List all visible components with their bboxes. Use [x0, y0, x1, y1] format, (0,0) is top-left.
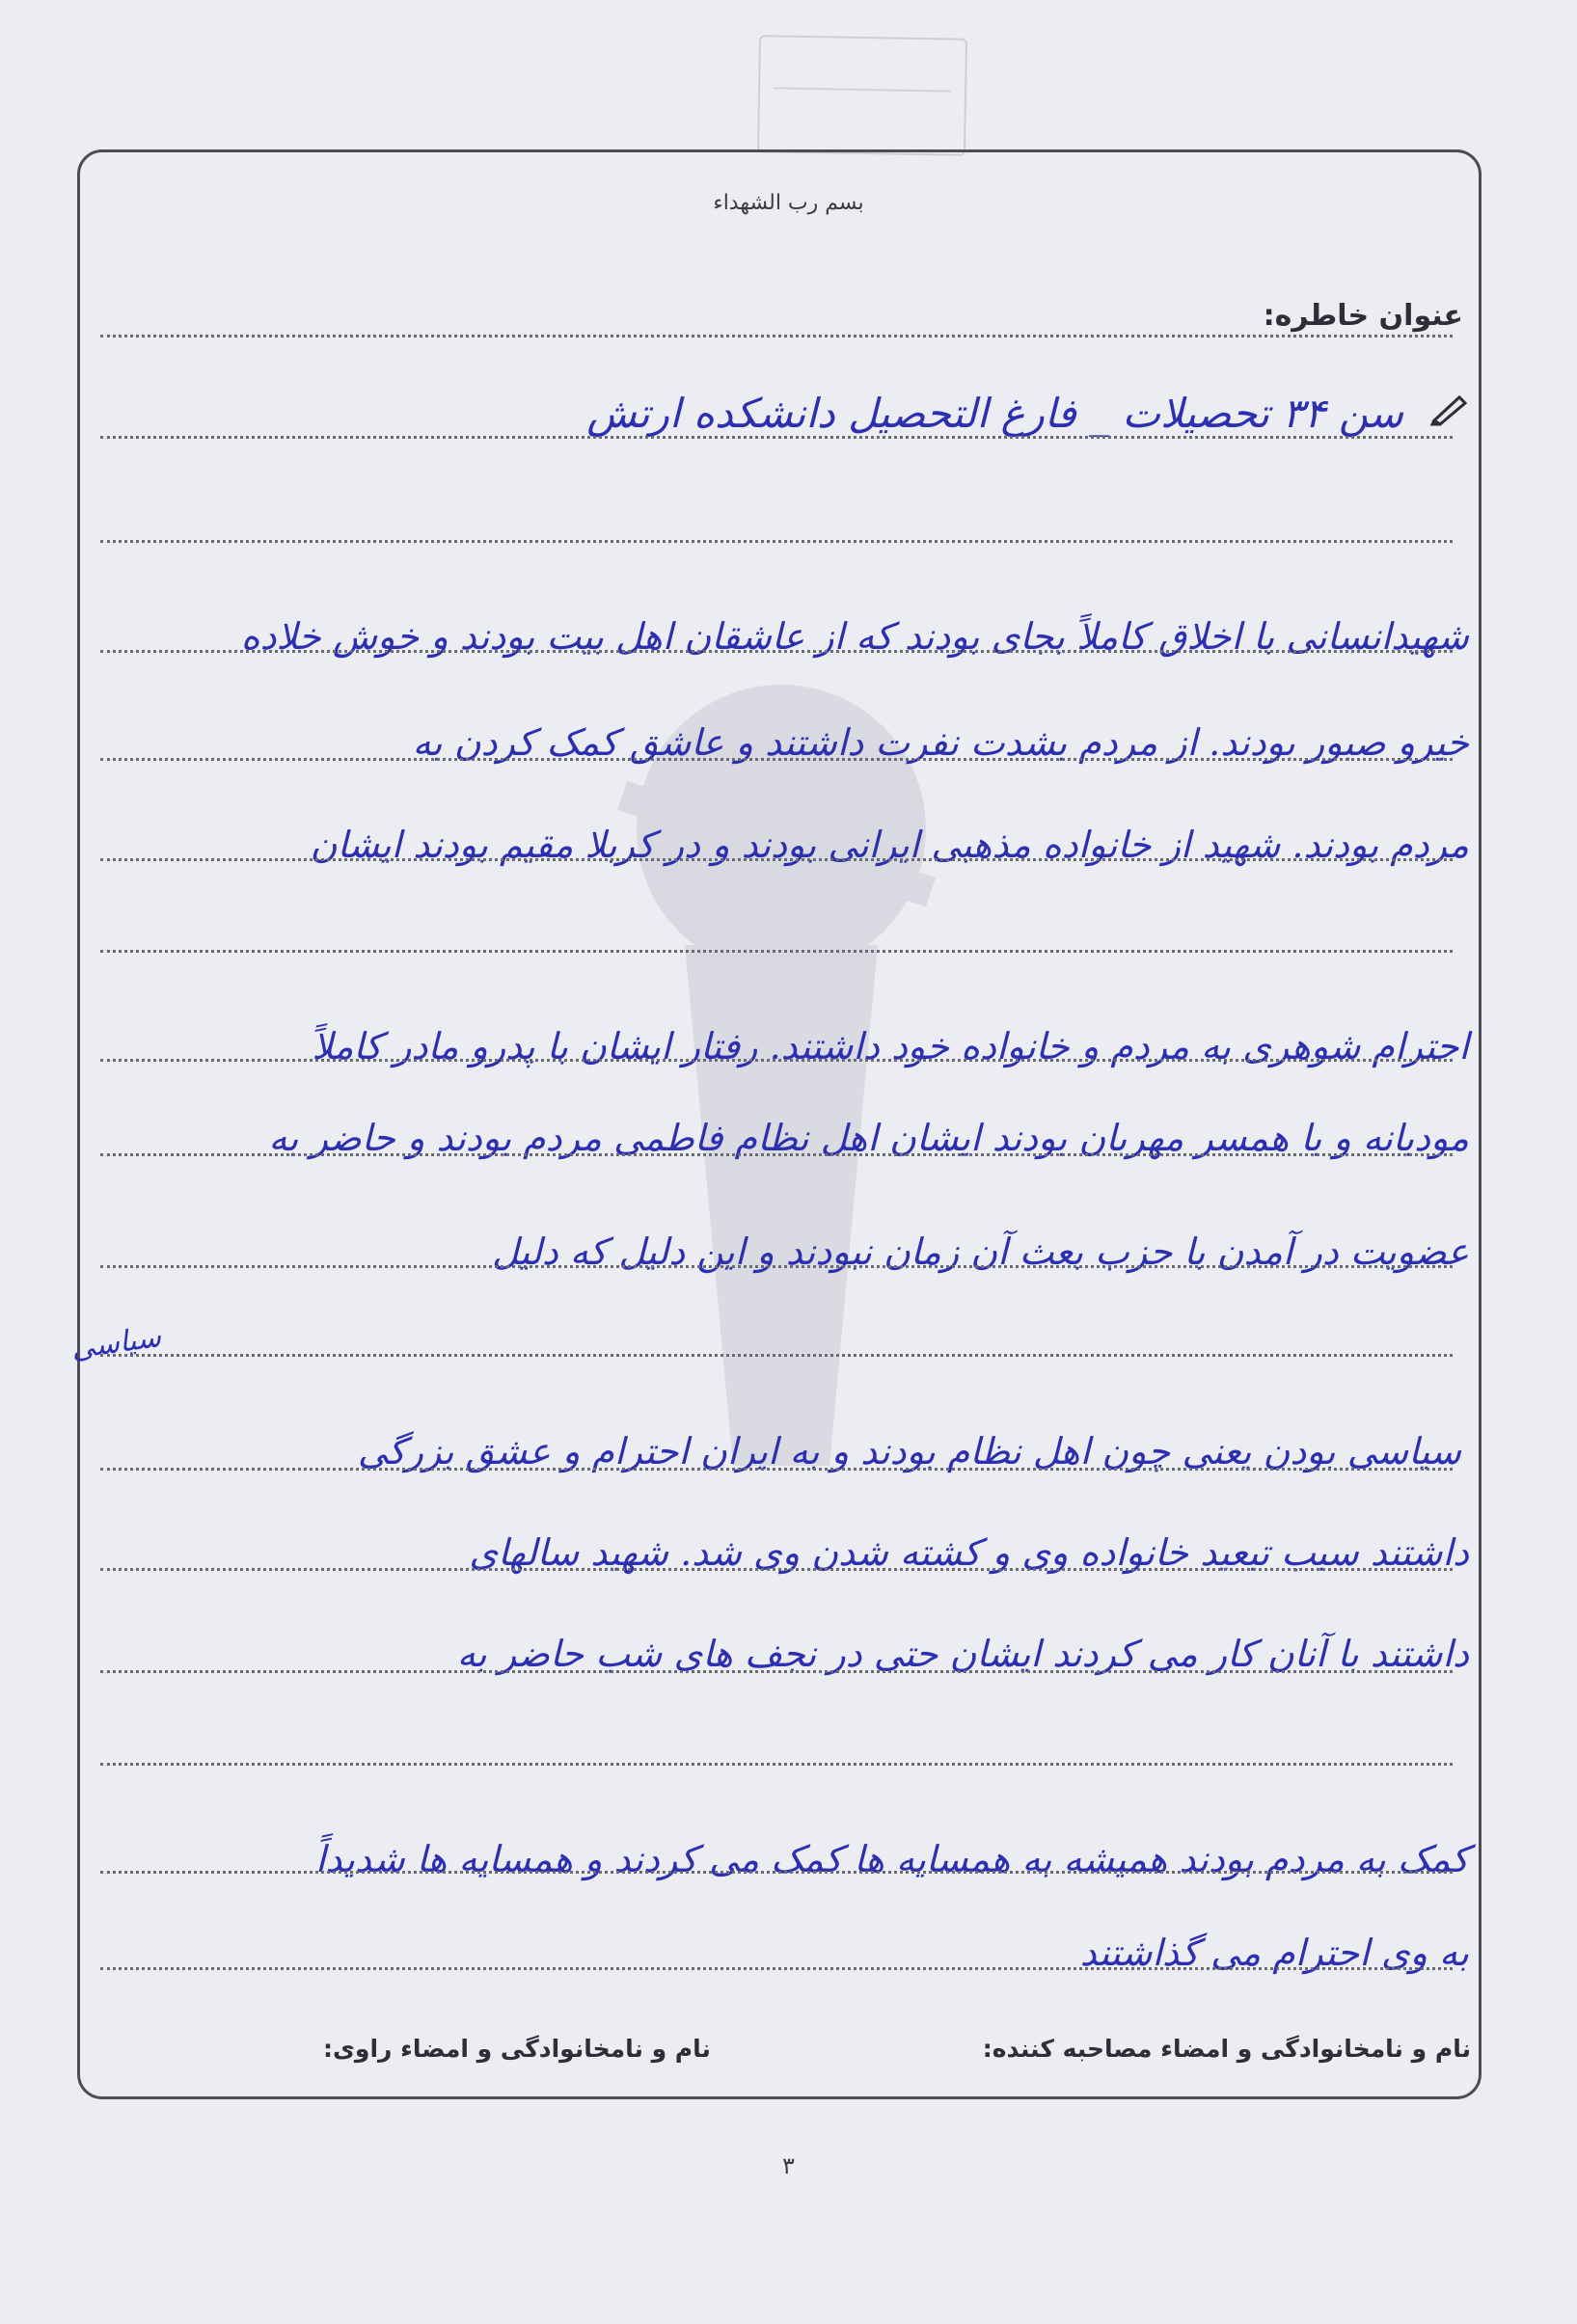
dotted-line — [100, 1265, 1453, 1268]
dotted-line — [100, 436, 1453, 439]
dotted-line — [100, 1468, 1453, 1471]
dotted-line — [100, 650, 1453, 653]
handwritten-line: مودبانه و با همسر مهربان بودند ایشان اهل نظام فاطمی مردم بودند و حاضر به — [268, 1117, 1469, 1159]
handwritten-line: خیرو صبور بودند. از مردم بشدت نفرت داشتند و عاشق کمک کردن به — [412, 721, 1469, 764]
dotted-line — [100, 1967, 1453, 1970]
handwritten-line: کمک به مردم بودند همیشه به همسایه ها کمک می کردند و همسایه ها شدیداً — [314, 1838, 1469, 1880]
memory-title-label: عنوان خاطره: — [1263, 299, 1463, 333]
handwritten-line: احترام شوهری به مردم و خانواده خود داشتند. رفتار ایشان با پدرو مادر کاملاً — [312, 1025, 1469, 1067]
dotted-line — [100, 1871, 1453, 1874]
dotted-line — [100, 1059, 1453, 1062]
page-number: ۳ — [782, 2152, 795, 2179]
narrator-signature-label: نام و نامخانوادگی و امضاء راوی: — [323, 2035, 711, 2063]
handwritten-line: سیاسی بودن یعنی چون اهل نظام بودند و به ایران احترام و عشق بزرگی — [357, 1430, 1461, 1473]
handwritten-line: داشتند با آنان کار می کردند ایشان حتی در نجف های شب حاضر به — [456, 1633, 1469, 1675]
dotted-line — [100, 540, 1453, 543]
dotted-line — [100, 1763, 1453, 1766]
dotted-line — [100, 1153, 1453, 1156]
margin-note: سیاسی — [68, 1319, 164, 1366]
dotted-line — [100, 1568, 1453, 1571]
handwritten-line: داشتند سبب تبعید خانواده وی و کشته شدن وی شد. شهید سالهای — [469, 1531, 1469, 1574]
page-header: بسم رب الشهداء — [713, 191, 864, 215]
dotted-line — [100, 758, 1453, 761]
pen-icon — [1430, 392, 1469, 424]
handwritten-line: عضویت در آمدن با حزب بعث آن زمان نبودند و این دلیل که دلیل — [492, 1230, 1469, 1273]
dotted-line — [100, 1670, 1453, 1673]
handwritten-line: به وی احترام می گذاشتند — [1079, 1932, 1469, 1974]
dotted-line — [100, 950, 1453, 953]
handwritten-line: مردم بودند. شهید از خانواده مذهبی ایرانی بودند و در کربلا مقیم بودند ایشان — [310, 824, 1469, 866]
memory-title-value: سن ۳۴ تحصیلات _ فارغ التحصیل دانشکده ارتش — [586, 390, 1403, 437]
library-stamp — [757, 35, 967, 156]
interviewer-signature-label: نام و نامخانوادگی و امضاء مصاحبه کننده: — [982, 2035, 1471, 2063]
dotted-line — [100, 335, 1453, 338]
dotted-line — [100, 1354, 1453, 1357]
handwritten-line: شهیدانسانی با اخلاق کاملاً بجای بودند که از عاشقان اهل بیت بودند و خوش خلاده — [240, 615, 1469, 658]
dotted-line — [100, 858, 1453, 861]
